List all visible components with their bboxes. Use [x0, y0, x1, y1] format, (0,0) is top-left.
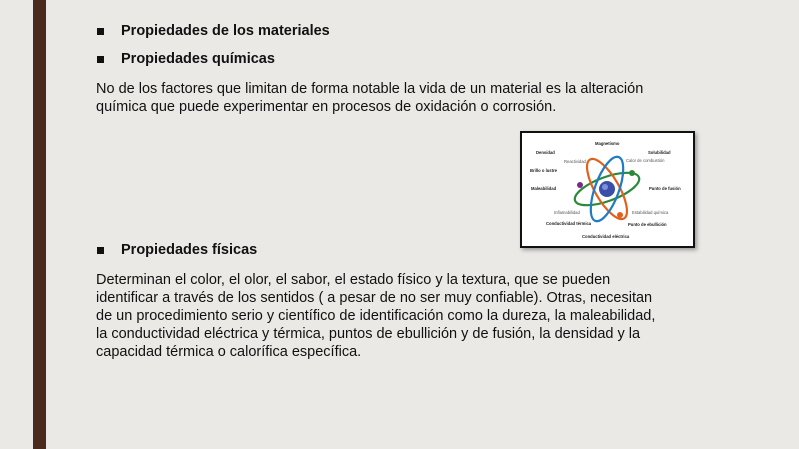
physical-paragraph — [96, 271, 726, 361]
paragraph-line: capacidad térmica o calorífica específica. — [96, 344, 362, 360]
diagram-label: Punto de fusión — [649, 186, 681, 191]
bullet-square-icon — [97, 28, 104, 35]
chemical-paragraph — [96, 80, 726, 116]
diagram-label: Conductividad eléctrica — [582, 234, 630, 239]
heading-physical — [97, 242, 257, 258]
heading-chemical-text: Propiedades químicas — [121, 51, 275, 67]
paragraph-line: la conductividad eléctrica y térmica, puntos de ebullición y de fusión, la densidad y la — [96, 326, 641, 342]
diagram-label: Densidad — [536, 150, 555, 155]
diagram-label: Inflamabilidad — [554, 210, 580, 215]
paragraph-line: química que puede experimentar en procesos de oxidación o corrosión. — [96, 99, 557, 115]
heading-physical-text: Propiedades físicas — [121, 242, 258, 258]
diagram-label: Conductividad térmica — [546, 221, 592, 226]
bullet-square-icon — [97, 56, 104, 63]
diagram-label: Magnetismo — [595, 141, 620, 146]
paragraph-line: de un procedimiento serio y científico de identificación como la dureza, la maleabilidad, — [96, 308, 656, 324]
paragraph-line: No de los factores que limitan de forma notable la vida de un material es la alteración — [96, 81, 644, 97]
diagram-label: Brillo o lustre — [530, 168, 557, 173]
diagram-label: Solubilidad — [648, 150, 671, 155]
diagram-label: Maleabilidad — [531, 186, 557, 191]
bullet-square-icon — [97, 247, 104, 254]
left-accent-bar — [33, 0, 46, 449]
atom-properties-diagram — [520, 131, 695, 248]
paragraph-line: Determinan el color, el olor, el sabor, el estado físico y la textura, que se pueden — [96, 272, 611, 288]
diagram-label: Estabilidad química — [632, 210, 669, 215]
heading-chemical — [97, 51, 275, 67]
heading-materials — [97, 23, 330, 39]
diagram-label: Calor de combustión — [626, 158, 665, 163]
heading-materials-text: Propiedades de los materiales — [121, 23, 330, 39]
paragraph-line: identificar a través de los sentidos ( a pesar de no ser muy confiable). Otras, necesitan — [96, 290, 653, 306]
diagram-label: Punto de ebullición — [628, 222, 667, 227]
diagram-label: Reactividad — [564, 159, 586, 164]
